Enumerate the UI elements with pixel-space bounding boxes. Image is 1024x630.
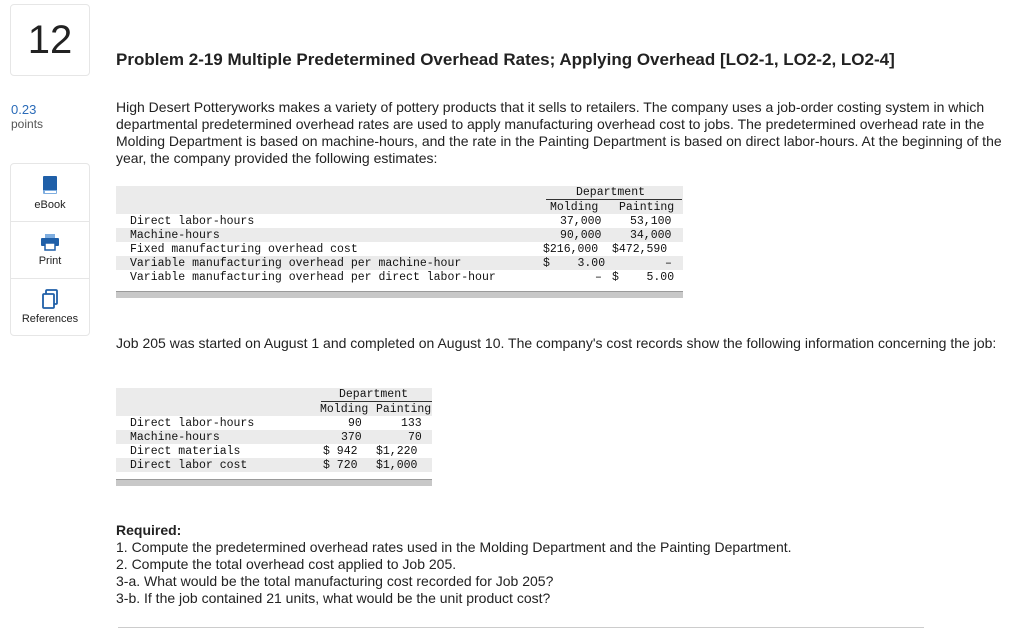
molding-header: Molding [320, 403, 369, 416]
molding-value: 90 [348, 417, 362, 430]
required-item: 3-a. What would be the total manufacturing cost recorded for Job 205? [116, 573, 554, 589]
row-label: Machine-hours [130, 229, 220, 242]
painting-value: $ 5.00 [612, 271, 675, 284]
row-label: Machine-hours [130, 431, 220, 444]
department-underline [546, 199, 682, 200]
department-header: Department [339, 388, 409, 401]
row-label: Direct labor cost [130, 459, 248, 472]
molding-value: 37,000 [560, 215, 602, 228]
molding-value: – [595, 271, 602, 284]
book-icon [41, 175, 59, 195]
problem-title: Problem 2-19 Multiple Predetermined Overhead Rates; Applying Overhead [LO2-1, LO2-2, LO2-4] [116, 50, 895, 69]
question-number-text: 12 [27, 17, 73, 62]
molding-value: 370 [341, 431, 362, 444]
required-item: 3-b. If the job contained 21 units, what would be the unit product cost? [116, 590, 551, 606]
references-label: References [21, 312, 79, 325]
row-label: Direct labor-hours [130, 417, 255, 430]
painting-value: $1,220 [376, 445, 418, 458]
required-section [116, 522, 792, 607]
molding-header: Molding [550, 201, 599, 214]
references-button[interactable] [11, 278, 89, 335]
molding-value: $ 720 [323, 459, 358, 472]
required-item: 1. Compute the predetermined overhead rates used in the Molding Department and the Painting Department. [116, 539, 792, 555]
references-icon [41, 289, 59, 309]
problem-intro: High Desert Potteryworks makes a variety of pottery products that it sells to retailers. The company uses a job-order costing system in which departmental predetermined overhead rates are used to apply manufacturing overhead cost to jobs. The predetermined overhead rate in the Molding Department is based on machine-hours, and the rate in the Painting Department is based on direct labor-hours. At the beginning of the year, the company provided the following estimates: [116, 99, 1002, 166]
department-underline [321, 401, 432, 402]
molding-value: 90,000 [560, 229, 602, 242]
row-label: Variable manufacturing overhead per machine-hour [130, 257, 462, 270]
print-button[interactable] [11, 221, 89, 279]
painting-value: $1,000 [376, 459, 418, 472]
points-info [11, 102, 43, 132]
bottom-divider [118, 627, 924, 628]
painting-header: Painting [376, 403, 432, 416]
question-number [10, 4, 90, 76]
row-label: Direct labor-hours [130, 215, 255, 228]
tool-panel [10, 163, 90, 336]
required-heading: Required: [116, 522, 182, 538]
painting-value: 70 [408, 431, 422, 444]
department-header: Department [576, 186, 646, 199]
painting-value: 34,000 [630, 229, 672, 242]
painting-value: 133 [401, 417, 422, 430]
printer-icon [40, 233, 60, 251]
ebook-label: eBook [34, 198, 66, 211]
estimates-table [116, 186, 683, 300]
row-label: Variable manufacturing overhead per direct labor-hour [130, 271, 496, 284]
print-label: Print [38, 254, 62, 267]
painting-value: 53,100 [630, 215, 672, 228]
painting-value: – [665, 257, 672, 270]
painting-header: Painting [619, 201, 675, 214]
ebook-button[interactable] [11, 164, 89, 222]
points-label: points [11, 117, 44, 131]
molding-value: $216,000 [543, 243, 599, 256]
required-item: 2. Compute the total overhead cost applied to Job 205. [116, 556, 457, 572]
points-value: 0.23 [11, 102, 37, 117]
table-footer-bar [116, 479, 432, 486]
job-intro: Job 205 was started on August 1 and completed on August 10. The company's cost records show the following information concerning the job: [116, 335, 997, 351]
job-table [116, 388, 432, 488]
painting-value: $472,590 [612, 243, 668, 256]
table-footer-bar [116, 291, 683, 298]
molding-value: $ 942 [323, 445, 358, 458]
row-label: Fixed manufacturing overhead cost [130, 243, 358, 256]
molding-value: $ 3.00 [543, 257, 606, 270]
row-label: Direct materials [130, 445, 241, 458]
